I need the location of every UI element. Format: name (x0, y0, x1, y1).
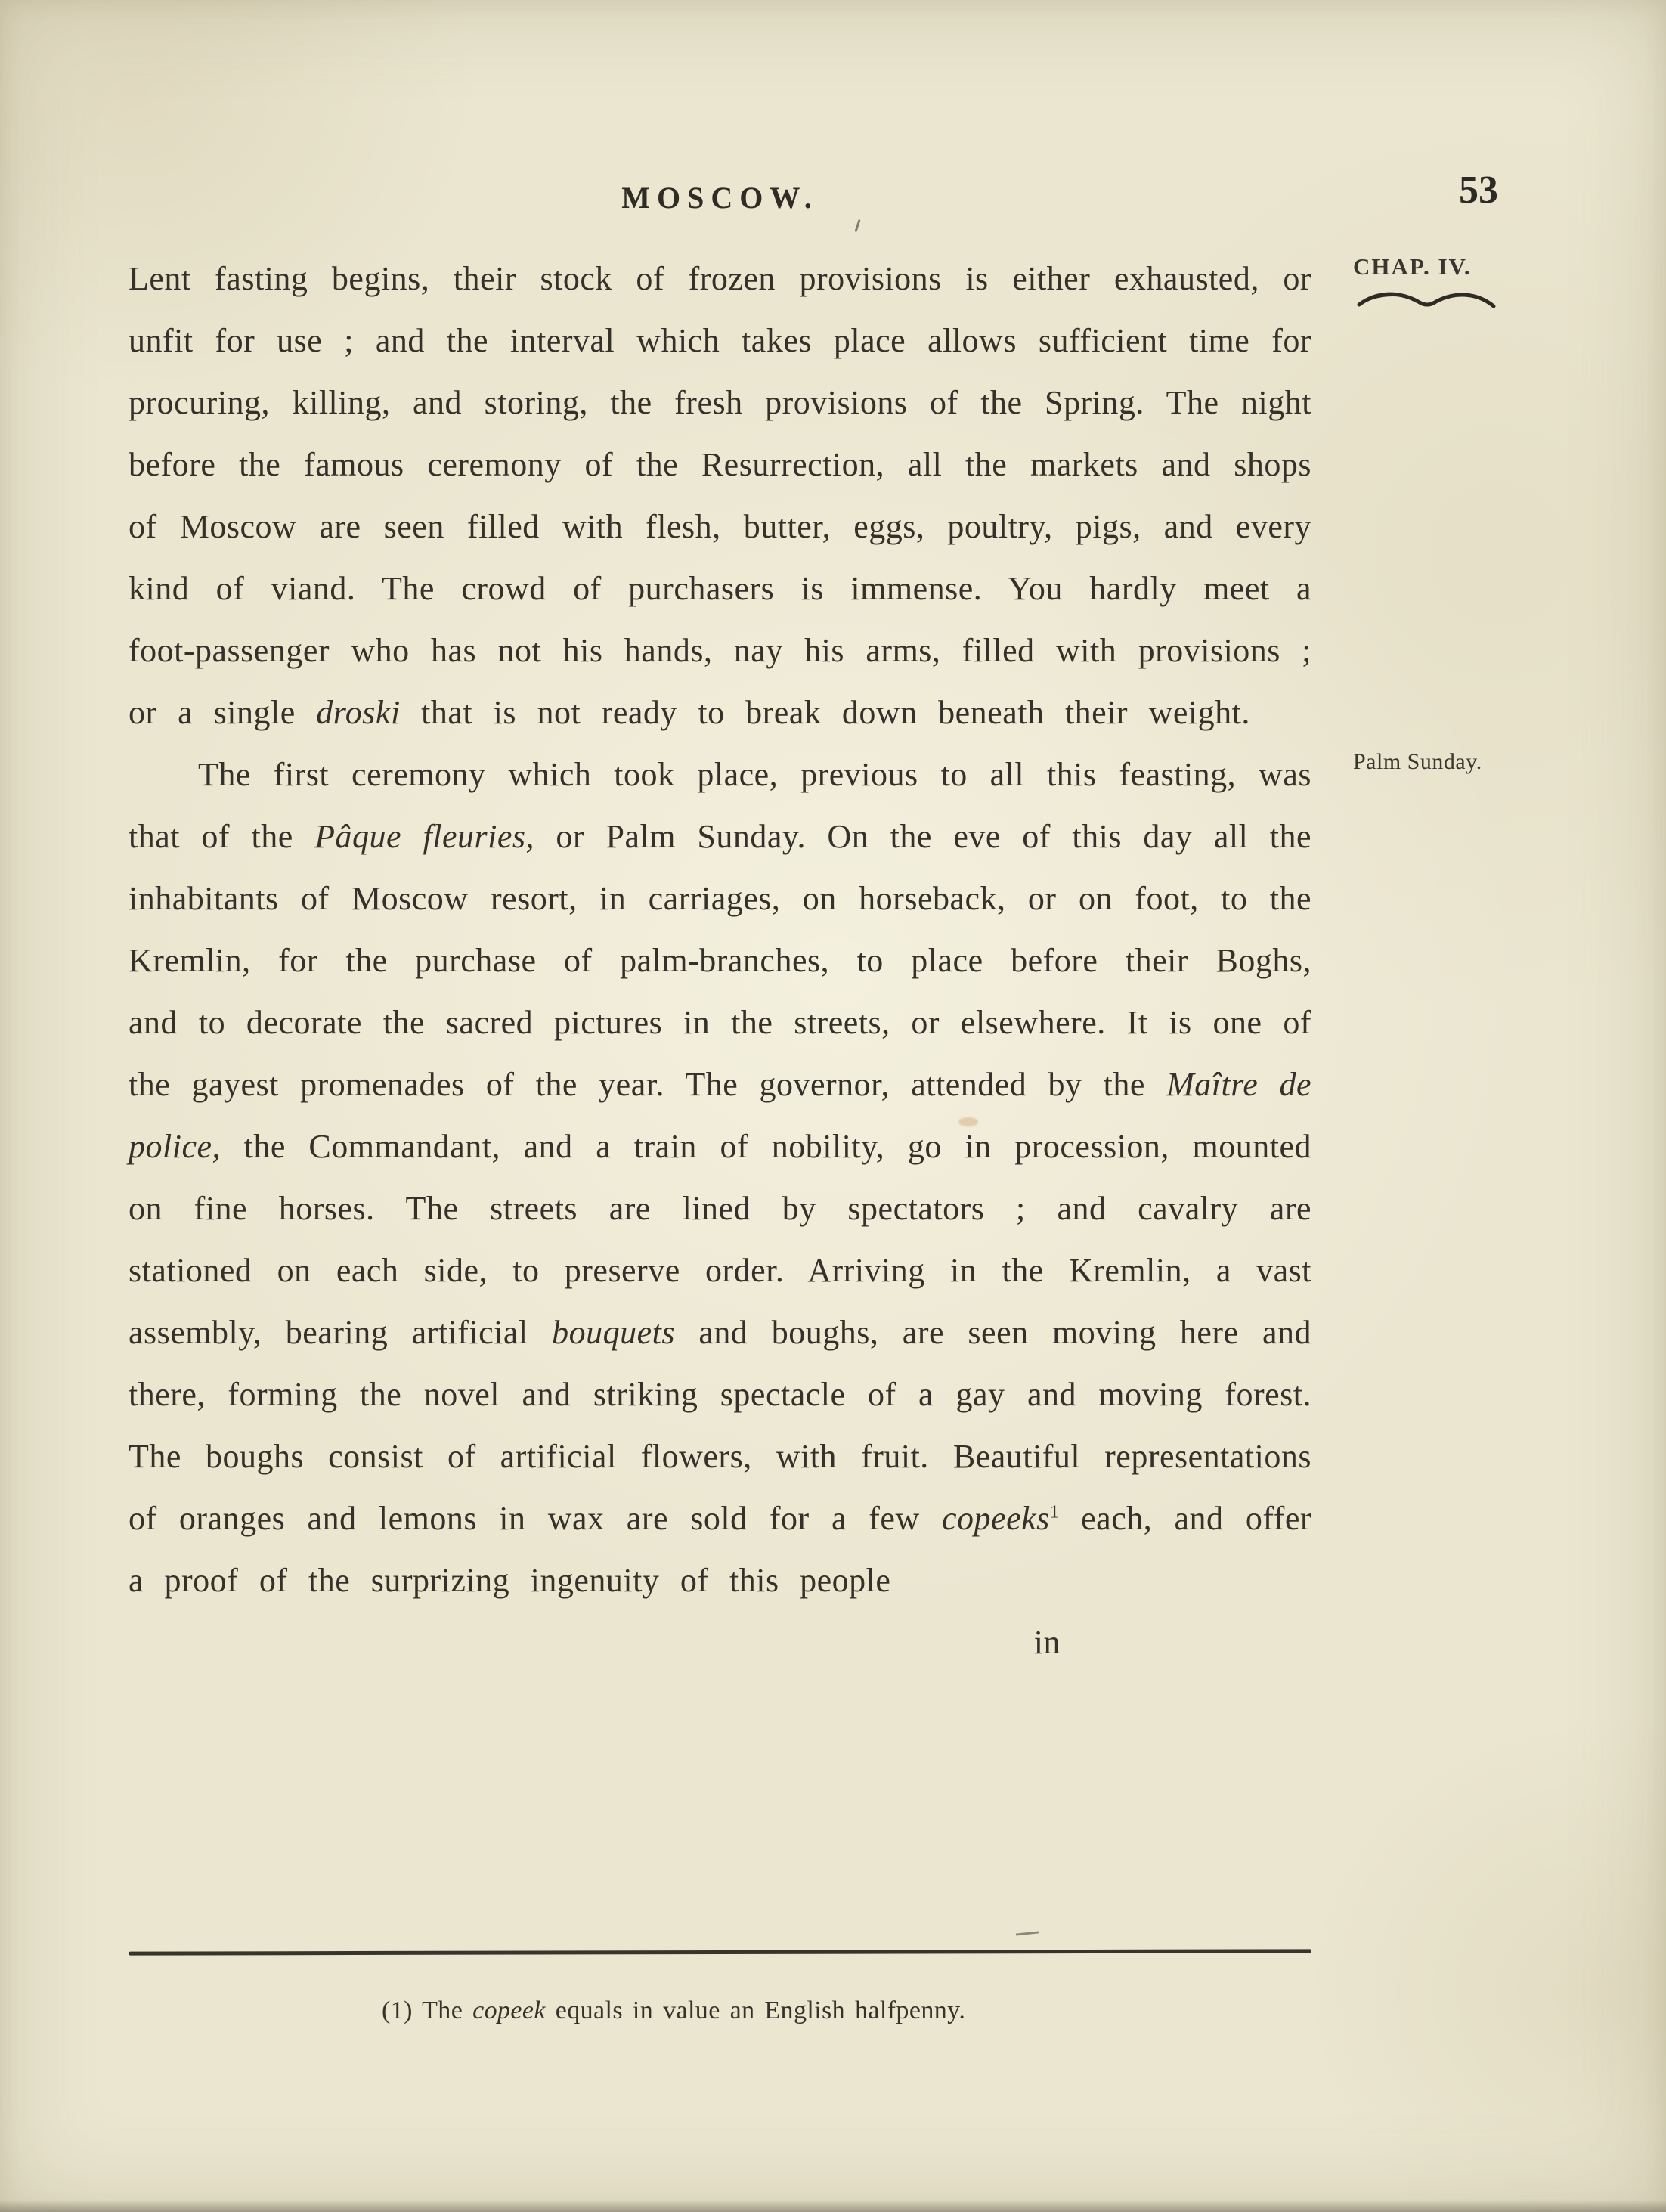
italic-text: copeeks (942, 1500, 1050, 1537)
paragraph-text (129, 260, 1311, 731)
margin-note-label: Palm Sunday. (1353, 749, 1482, 774)
ink-speck (854, 219, 860, 232)
text-segment: equals in value an English halfpenny. (545, 1997, 966, 2025)
page-number: 53 (1459, 169, 1498, 212)
footnote-area (129, 1950, 1311, 2025)
text-segment: Lent fasting begins, their stock of frozen provisions is either exhausted, or unfit for use ; and the interval which takes place allows sufficient time for procuring, killing, and storing, the fresh provisions of the Spring. The night before the famous ceremony of the Resurrection, all the markets and shops of Moscow are seen filled with flesh, butter, eggs, poultry, pigs, and every kind of viand. The crowd of purchasers is immense. You hardly meet a foot-passenger who has not his hands, nay his arms, filled with provisions ; or a single (129, 260, 1311, 731)
text-segment: the Commandant, and a train of nobility, go in procession, mounted on fine horses. The streets are lined by spectators ; and cavalry are stationed on each side, to preserve order. Arriving in the Kremlin, a vast assembly, bearing artificial (129, 1128, 1311, 1351)
text-segment: (1) The (382, 1997, 473, 2025)
italic-text: bouquets (552, 1314, 675, 1351)
text-segment: The first ceremony which took place, previous to all this feasting, was that of the (129, 756, 1311, 855)
italic-text: Maître de police, (129, 1066, 1311, 1165)
paragraph (129, 744, 1482, 1612)
paragraph (129, 248, 1472, 744)
catchword: in (1033, 1624, 1061, 1661)
footnote-rule (129, 1949, 1311, 1955)
text-segment: that is not ready to break down beneath their weight. (400, 694, 1250, 731)
margin-note-chapter (1353, 252, 1666, 312)
italic-text: copeek (472, 1997, 546, 2025)
paper-stain (958, 1117, 978, 1126)
running-header: MOSCOW. (621, 181, 819, 215)
chapter-label: CHAP. IV. (1353, 253, 1472, 280)
footnote-reference: 1 (1049, 1501, 1059, 1523)
italic-text: droski (316, 694, 401, 731)
margin-note-palm-sunday (1353, 748, 1666, 776)
flourish-icon (1355, 288, 1498, 312)
text-segment: or Palm Sunday. On the eve of this day all the inhabitants of Moscow resort, in carriages, on horseback, or on foot, to the Kremlin, for the purchase of palm-branches, to place before their Boghs, and to decorate the sacred pictures in the streets, or elsewhere. It is one of the gayest promenades of the year. The governor, attended by the (129, 818, 1311, 1103)
scan-edge (0, 2200, 1666, 2212)
italic-text: Pâque fleuries, (314, 818, 534, 855)
footnote (129, 1997, 1311, 2025)
text-segment: each, and offer a proof of the surprizing ingenuity of this people (129, 1500, 1312, 1599)
stray-mark (1016, 1931, 1039, 1935)
text-segment: and boughs, are seen moving here and there, forming the novel and striking spectacle of a gay and moving forest. The boughs consist of artificial flowers, with fruit. Beautiful representations of oranges and lemons in wax are sold for a few (129, 1314, 1311, 1537)
paragraph-text (129, 744, 1311, 1612)
text-block (129, 248, 1482, 1674)
